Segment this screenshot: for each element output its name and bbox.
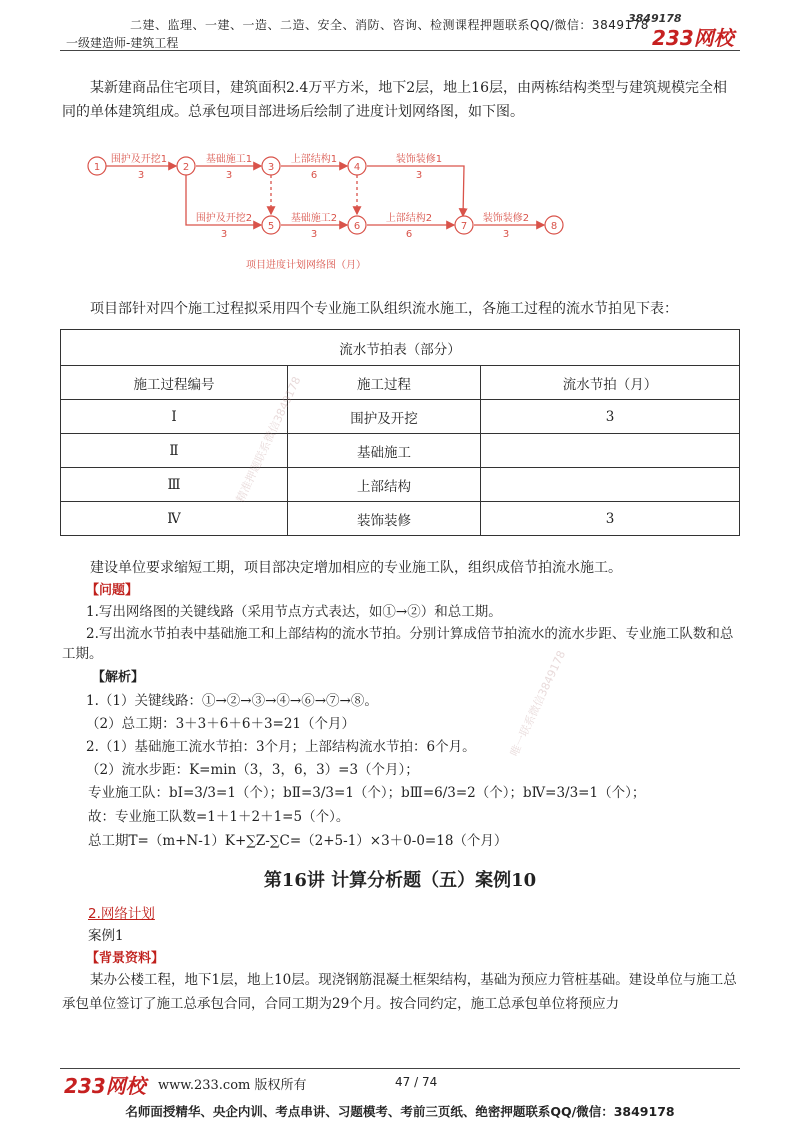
activity-name: 基础施工2 [290, 213, 338, 224]
activity-duration: 3 [502, 229, 510, 240]
table-cell: 基础施工 [288, 434, 481, 468]
table-cell: 3 [481, 400, 740, 434]
table-header: 流水节拍（月） [481, 366, 740, 400]
table-cell: Ⅳ [61, 502, 288, 536]
header-promo: 二建、监理、一建、一造、二造、安全、消防、咨询、检测课程押题联系QQ/微信：3849178 [130, 18, 649, 32]
analysis-heading: 【解析】 [92, 670, 145, 685]
analysis-line: （2）总工期：3＋3＋6＋6＋3=21（个月） [86, 716, 356, 732]
node-label-3: 3 [267, 162, 275, 173]
header-divider [60, 50, 740, 51]
activity-duration: 6 [405, 229, 413, 240]
node-label-6: 6 [353, 221, 361, 232]
activity-duration: 6 [310, 170, 318, 181]
activity-name: 上部结构1 [290, 154, 338, 165]
section-link[interactable]: 2.网络计划 [88, 906, 155, 922]
table-cell: 上部结构 [288, 468, 481, 502]
footer-copyright: www.233.com 版权所有 [158, 1078, 307, 1093]
table-cell: Ⅰ [61, 400, 288, 434]
flow-beat-table [60, 329, 740, 536]
activity-name: 上部结构2 [385, 213, 433, 224]
node-label-4: 4 [353, 162, 361, 173]
activity-name: 装饰装修1 [395, 154, 443, 165]
background-paragraph: 某办公楼工程，地下1层，地上10层。现浇钢筋混凝土框架结构，基础为预应力管桩基础。建设单位与施工总承包单位签订了施工总承包合同，合同工期为29个月。按合同约定，施工总承包单位将预应力 [62, 972, 737, 1012]
watermark: 精准押题联系微信3849178 [233, 374, 304, 505]
table-cell: Ⅲ [61, 468, 288, 502]
activity-duration: 3 [310, 229, 318, 240]
background-heading: 【背景资料】 [86, 951, 165, 966]
activity-duration: 3 [225, 170, 233, 181]
activity-name: 围护及开挖2 [195, 213, 253, 224]
lecture-title: 第16讲 计算分析题（五）案例10 [263, 870, 537, 891]
case-label: 案例1 [88, 928, 124, 944]
header-logo-number: 3849178 [628, 12, 682, 25]
activity-duration: 3 [415, 170, 423, 181]
table-row [61, 502, 740, 536]
node-label-7: 7 [460, 221, 468, 232]
node-label-1: 1 [93, 162, 101, 173]
node-label-5: 5 [267, 221, 275, 232]
table-cell [481, 434, 740, 468]
question-2: 2.写出流水节拍表中基础施工和上部结构的流水节拍。分别计算成倍节拍流水的流水步距、专业施工队数和总工期。 [62, 626, 734, 662]
footer-divider [60, 1068, 740, 1069]
node-label-8: 8 [550, 221, 558, 232]
activity-name: 围护及开挖1 [110, 154, 168, 165]
table-row [61, 434, 740, 468]
network-diagram [84, 148, 584, 278]
table-cell: Ⅱ [61, 434, 288, 468]
table-header: 施工过程 [288, 366, 481, 400]
analysis-line: 2.（1）基础施工流水节拍：3个月；上部结构流水节拍：6个月。 [86, 739, 476, 755]
after-table-text: 建设单位要求缩短工期，项目部决定增加相应的专业施工队，组织成倍节拍流水施工。 [90, 560, 622, 576]
table-cell: 围护及开挖 [288, 400, 481, 434]
question-1: 1.写出网络图的关键线路（采用节点方式表达，如①→②）和总工期。 [86, 604, 502, 620]
analysis-line: （2）流水步距：K=min（3，3，6，3）=3（个月）； [86, 762, 419, 778]
node-label-2: 2 [182, 162, 190, 173]
page-number: 47 / 74 [395, 1075, 438, 1089]
header-course: 一级建造师-建筑工程 [66, 36, 179, 50]
activity-name: 装饰装修2 [482, 213, 530, 224]
analysis-line: 总工期T=（m+N-1）K+∑Z-∑C=（2+5-1）×3＋0-0=18（个月） [88, 833, 508, 849]
table-header: 施工过程编号 [61, 366, 288, 400]
arrow-4-7 [454, 166, 464, 216]
intro-paragraph: 某新建商品住宅项目，建筑面积2.4万平方米，地下2层，地上16层，由两栋结构类型与建筑规模完全相同的单体建筑组成。总承包项目部进场后绘制了进度计划网络图，如下图。 [62, 80, 727, 120]
table-cell: 装饰装修 [288, 502, 481, 536]
footer-logo: 233网校 [64, 1074, 146, 1098]
activity-duration: 3 [220, 229, 228, 240]
header-logo: 233网校 [652, 26, 734, 50]
table-intro: 项目部针对四个施工过程拟采用四个专业施工队组织流水施工，各施工过程的流水节拍见下表： [90, 301, 678, 317]
diagram-caption: 项目进度计划网络图（月） [246, 260, 366, 271]
analysis-line: 专业施工队：bⅠ=3/3=1（个）；bⅡ=3/3=1（个）；bⅢ=6/3=2（个）；bⅣ=3/3=1（个）； [88, 785, 646, 801]
analysis-line: 1.（1）关键线路：①→②→③→④→⑥→⑦→⑧。 [86, 693, 378, 709]
table-row [61, 400, 740, 434]
table-cell: 3 [481, 502, 740, 536]
activity-duration: 3 [137, 170, 145, 181]
table-cell [481, 468, 740, 502]
table-caption: 流水节拍表（部分） [61, 330, 740, 366]
table-row [61, 468, 740, 502]
footer-promo: 名师面授精华、央企内训、考点串讲、习题模考、考前三页纸、绝密押题联系QQ/微信：3849178 [125, 1104, 675, 1119]
watermark: 唯一联系微信3849178 [507, 648, 569, 759]
question-heading: 【问题】 [86, 583, 139, 598]
analysis-line: 故：专业施工队数=1＋1＋2＋1=5（个）。 [88, 809, 350, 825]
activity-name: 基础施工1 [205, 154, 253, 165]
